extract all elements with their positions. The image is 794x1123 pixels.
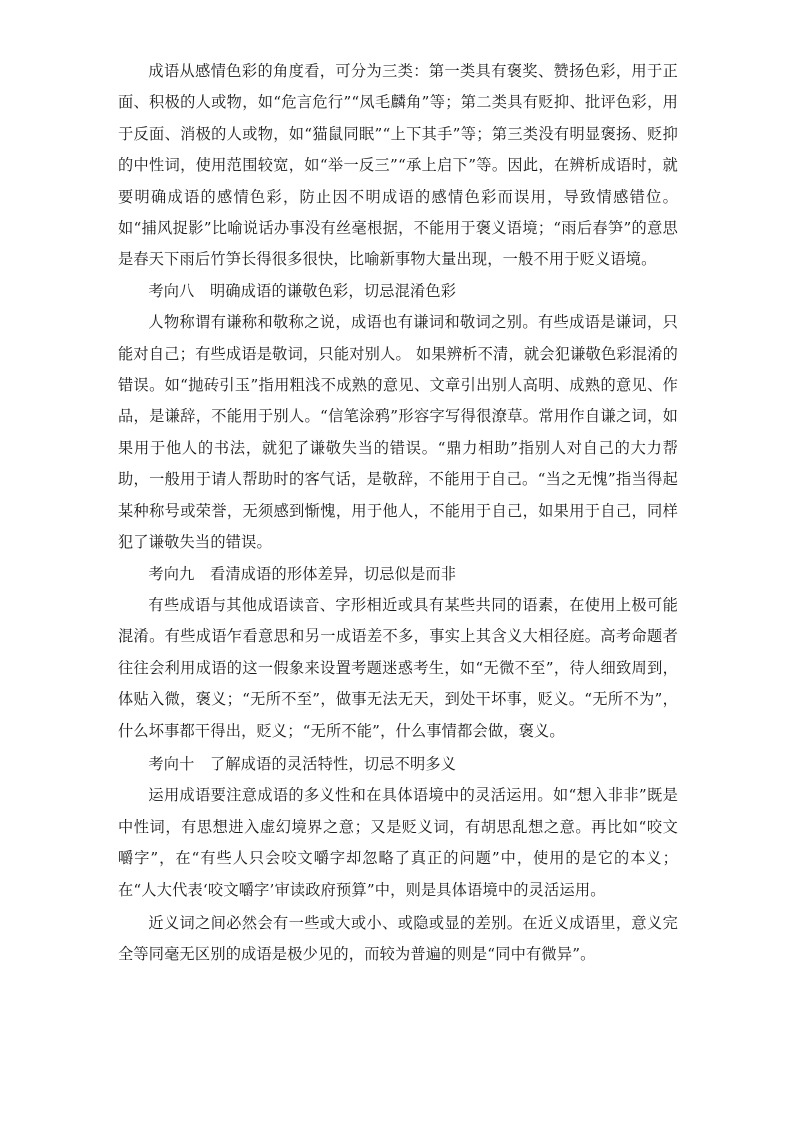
paragraph-form-difference: 有些成语与其他成语读音、字形相近或具有某些共同的语素，在使用上极可能混淆。有些成语乍看意思和另一成语差不多，事实上其含义大相径庭。高考命题者往往会利用成语的这一假象来设置考题迷惑考生，如“无微不至”，待人细致周到，体贴入微，褒义；“无所不至”，做事无法无天，到处干坏事，贬义。“无所不为”，什么坏事都干得出，贬义；“无所不能”，什么事情都会做，褒义。 — [118, 595, 678, 740]
heading-direction-ten: 考向十 了解成语的灵活特性，切忌不明多义 — [148, 754, 457, 773]
paragraph-flexible-usage: 运用成语要注意成语的多义性和在具体语境中的灵活运用。如“想入非非”既是中性词，有思想进入虚幻境界之意；又是贬义词，有胡思乱想之意。再比如“咬文嚼字”，在“有些人只会咬文嚼字却忽略了真正的问题”中，使用的是它的本义；在“人大代表‘咬文嚼字’审读政府预算”中，则是具体语境中的灵活运用。 — [118, 786, 678, 899]
paragraph-synonyms: 近义词之间必然会有一些或大或小、或隐或显的差别。在近义成语里，意义完全等同毫无区别的成语是极少见的，而较为普遍的则是“同中有微异”。 — [118, 913, 678, 964]
document-page — [118, 56, 678, 971]
paragraph-emotional-color: 成语从感情色彩的角度看，可分为三类：第一类具有褒奖、赞扬色彩，用于正面、积极的人或物，如“危言危行”“凤毛麟角”等；第二类具有贬抑、批评色彩，用于反面、消极的人或物，如“猫鼠同眠”“上下其手”等；第三类没有明显褒扬、贬抑的中性词，使用范围较宽，如“举一反三”“承上启下”等。因此，在辨析成语时，就要明确成语的感情色彩，防止因不明成语的感情色彩而误用，导致情感错位。如“捕风捉影”比喻说话办事没有丝毫根据，不能用于褒义语境；“雨后春笋”的意思是春天下雨后竹笋长得很多很快，比喻新事物大量出现，一般不用于贬义语境。 — [118, 62, 678, 269]
paragraph-modesty-respect: 人物称谓有谦称和敬称之说，成语也有谦词和敬词之别。有些成语是谦词，只能对自己；有些成语是敬词，只能对别人。 如果辨析不清，就会犯谦敬色彩混淆的错误。如“抛砖引玉”指用粗浅不成熟的意见、文章引出别人高明、成熟的意见、作品，是谦辞，不能用于别人。“信笔涂鸦”形容字写得很潦草。常用作自谦之词，如果用于他人的书法，就犯了谦敬失当的错误。“鼎力相助”指别人对自己的大力帮助，一般用于请人帮助时的客气话，是敬辞，不能用于自己。“当之无愧”指当得起某种称号或荣誉，无须感到惭愧，用于他人，不能用于自己，如果用于自己，同样犯了谦敬失当的错误。 — [118, 313, 678, 552]
heading-direction-eight: 考向八 明确成语的谦敬色彩，切忌混淆色彩 — [148, 281, 457, 300]
heading-direction-nine: 考向九 看清成语的形体差异，切忌似是而非 — [148, 564, 457, 583]
